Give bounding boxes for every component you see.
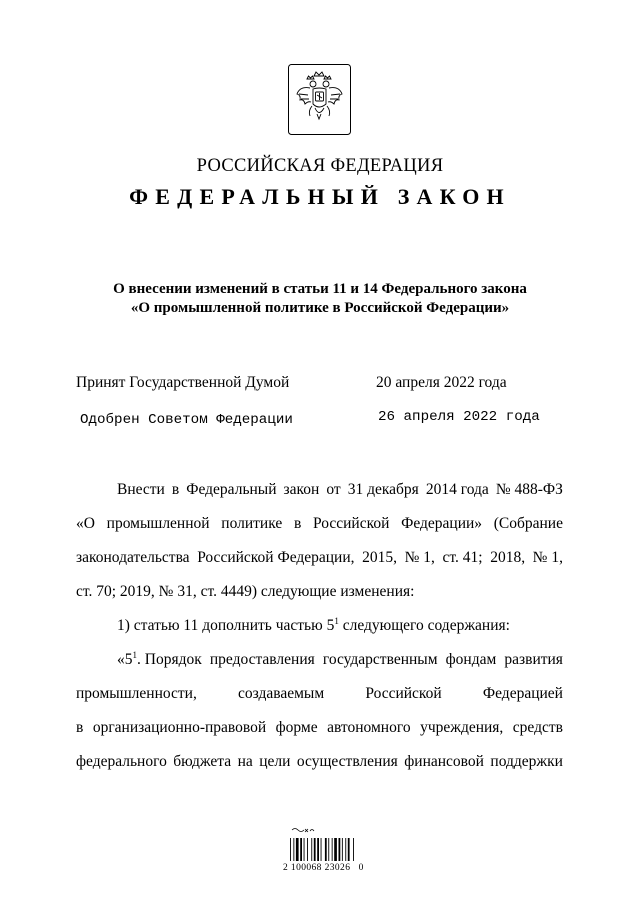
barcode-bar xyxy=(300,838,302,861)
barcode-bar xyxy=(328,838,329,861)
word: политике xyxy=(221,515,283,532)
document-type: ФЕДЕРАЛЬНЫЙ ЗАКОН xyxy=(129,184,511,209)
word: промышленной xyxy=(106,515,210,532)
word: финансовой xyxy=(404,753,484,770)
word: «$5^1$. Порядок xyxy=(117,650,202,668)
word: предоставления xyxy=(209,651,315,668)
word: на xyxy=(237,753,253,770)
barcode-bar xyxy=(342,838,343,861)
word: организационно-правовой xyxy=(92,719,267,736)
word: 2018, xyxy=(490,549,526,566)
quote-line xyxy=(76,685,563,703)
barcode-bar xyxy=(296,838,299,861)
barcode-bar xyxy=(321,838,322,861)
word: в xyxy=(76,719,84,736)
quote-line xyxy=(76,719,563,737)
law-title-line-2: «О промышленной политике в Российской Федерации» xyxy=(130,300,510,316)
barcode-bar xyxy=(345,838,346,861)
barcode-bar xyxy=(304,838,305,861)
word: цели xyxy=(259,753,291,770)
barcode-bar xyxy=(307,838,308,861)
barcode-bar xyxy=(290,838,291,861)
word: Российской xyxy=(312,515,390,532)
barcode xyxy=(290,826,370,867)
body-line xyxy=(76,515,563,533)
word: поддержки xyxy=(490,753,563,770)
word: форме xyxy=(275,719,318,736)
barcode-bar xyxy=(325,838,327,861)
barcode-number: 2 100068 23026 0 xyxy=(283,863,364,873)
word: «О xyxy=(76,515,95,532)
quote-line xyxy=(117,651,563,669)
word: осуществления xyxy=(296,753,398,770)
barcode-bar xyxy=(348,838,350,861)
word: создаваемым xyxy=(238,685,325,702)
barcode-bar xyxy=(317,838,319,861)
word: Федерации» xyxy=(401,515,483,532)
word: в xyxy=(171,481,180,498)
body-line xyxy=(76,549,563,567)
word: в xyxy=(293,515,302,532)
barcode-bar xyxy=(332,838,333,861)
law-title-line-1: О внесении изменений в статьи 11 и 14 Федерального закона xyxy=(113,281,527,297)
word: Российской Федерации, xyxy=(197,549,355,566)
country-heading: РОССИЙСКАЯ ФЕДЕРАЦИЯ xyxy=(196,156,444,176)
word: государственным xyxy=(322,651,438,668)
word: 31 декабря xyxy=(347,481,419,498)
word: 2015, xyxy=(362,549,398,566)
word: Федеральный xyxy=(186,481,277,498)
word: учреждения, xyxy=(420,719,504,736)
duma-adoption-label: Принят Государственной Думой xyxy=(76,374,290,391)
word: № 488-ФЗ xyxy=(495,481,563,498)
duma-adoption-date: 20 апреля 2022 года xyxy=(376,374,507,391)
word: 2014 года xyxy=(425,481,489,498)
word: Российской xyxy=(365,685,442,702)
amendment-item-1: 1) статью 11 дополнить частью $5^1$ следующего содержания: xyxy=(117,616,510,634)
state-emblem xyxy=(288,64,351,135)
council-approval-label: Одобрен Советом Федерации xyxy=(80,412,293,428)
word: средств xyxy=(512,719,563,736)
word: ст. 41; xyxy=(442,549,483,566)
body-line: ст. 70; 2019, № 31, ст. 4449) следующие изменения: xyxy=(76,583,415,600)
word: федерального xyxy=(76,753,167,770)
barcode-bar xyxy=(293,838,294,861)
barcode-bar xyxy=(334,838,337,861)
word: Внести xyxy=(117,481,165,498)
barcode-bar xyxy=(311,838,312,861)
barcode-bar xyxy=(339,838,341,861)
body-line xyxy=(117,481,563,499)
barcode-bar xyxy=(314,838,316,861)
word: промышленности, xyxy=(76,685,197,702)
word: развития xyxy=(504,651,563,668)
quote-line xyxy=(76,753,563,771)
word: Федерацией xyxy=(482,685,563,702)
word: автономного xyxy=(327,719,411,736)
barcode-bar xyxy=(353,838,354,861)
word: № 1, xyxy=(404,549,435,566)
word: бюджета xyxy=(173,753,232,770)
word: № 1, xyxy=(532,549,563,566)
word: от xyxy=(326,481,341,498)
word: закон xyxy=(283,481,320,498)
council-approval-date: 26 апреля 2022 года xyxy=(378,409,540,425)
word: (Собрание xyxy=(493,515,563,532)
word: фондам xyxy=(445,651,497,668)
word: законодательства xyxy=(76,549,190,566)
